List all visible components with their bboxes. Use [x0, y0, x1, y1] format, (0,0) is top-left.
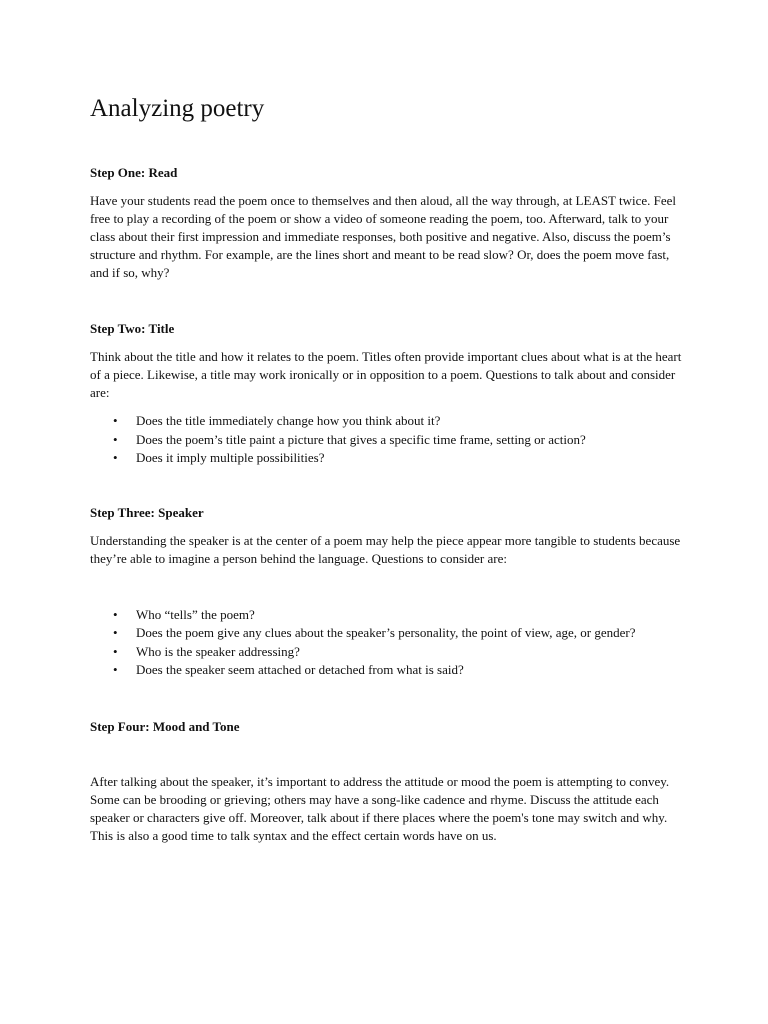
bullet-icon: •	[113, 606, 118, 622]
section-paragraph: Understanding the speaker is at the center of a poem may help the piece appear more tangible to students because they’re able to imagine a person behind the language. Questions to consider are:	[90, 532, 681, 566]
list-item-text: Who is the speaker addressing?	[136, 643, 300, 659]
list-item	[90, 624, 682, 643]
section-paragraph: After talking about the speaker, it’s important to address the attitude or mood the poem is attempting to convey. Some can be brooding or grieving; others may have a song-like cadence and rhyme. Discuss the attitude each speaker or characters give off. Moreover, talk about if there places where the poem's tone may switch and why. This is also a good time to talk syntax and the effect certain words have on us.	[90, 773, 670, 843]
section-step-three	[90, 504, 682, 680]
list-item-text: Does it imply multiple possibilities?	[136, 450, 325, 465]
bullet-icon: •	[113, 413, 118, 428]
bullet-icon: •	[113, 450, 118, 465]
section-heading: Step Four: Mood and Tone	[90, 718, 240, 734]
list-item	[90, 661, 682, 680]
list-item-text: Does the poem’s title paint a picture that gives a specific time frame, setting or action?	[136, 431, 586, 447]
list-item-text: Who “tells” the poem?	[136, 606, 255, 622]
list-item	[90, 431, 682, 450]
bullet-icon: •	[113, 643, 118, 659]
list-item	[90, 412, 682, 431]
section-step-two	[90, 320, 682, 468]
document-page	[90, 92, 682, 845]
bullet-list	[90, 412, 682, 468]
section-heading: Step Two: Title	[90, 321, 175, 336]
list-item-text: Does the poem give any clues about the speaker’s personality, the point of view, age, or gender?	[136, 625, 636, 640]
section-step-four	[90, 718, 682, 845]
section-step-one	[90, 164, 682, 282]
document-title: Analyzing poetry	[90, 95, 265, 122]
list-item	[90, 449, 682, 468]
bullet-icon: •	[113, 431, 118, 447]
bullet-icon: •	[113, 662, 118, 677]
bullet-icon: •	[113, 625, 118, 640]
bullet-list	[90, 606, 682, 680]
section-heading: Step Three: Speaker	[90, 504, 204, 520]
list-item	[90, 643, 682, 662]
list-item-text: Does the speaker seem attached or detached from what is said?	[136, 662, 464, 677]
section-heading: Step One: Read	[90, 165, 178, 180]
section-paragraph: Think about the title and how it relates to the poem. Titles often provide important clues about what is at the heart of a piece. Likewise, a title may work ironically or in opposition to a poem. Questions to talk about and consider are:	[90, 349, 682, 400]
section-paragraph: Have your students read the poem once to themselves and then aloud, all the way through, at LEAST twice. Feel free to play a recording of the poem or show a video of someone reading the poem, too. Afterward, talk to your class about their first impression and immediate responses, both positive and negative. Also, discuss the poem’s structure and rhythm. For example, are the lines short and meant to be read slow? Or, does the poem move fast, and if so, why?	[90, 193, 677, 280]
list-item	[90, 606, 682, 625]
list-item-text: Does the title immediately change how you think about it?	[136, 413, 441, 428]
